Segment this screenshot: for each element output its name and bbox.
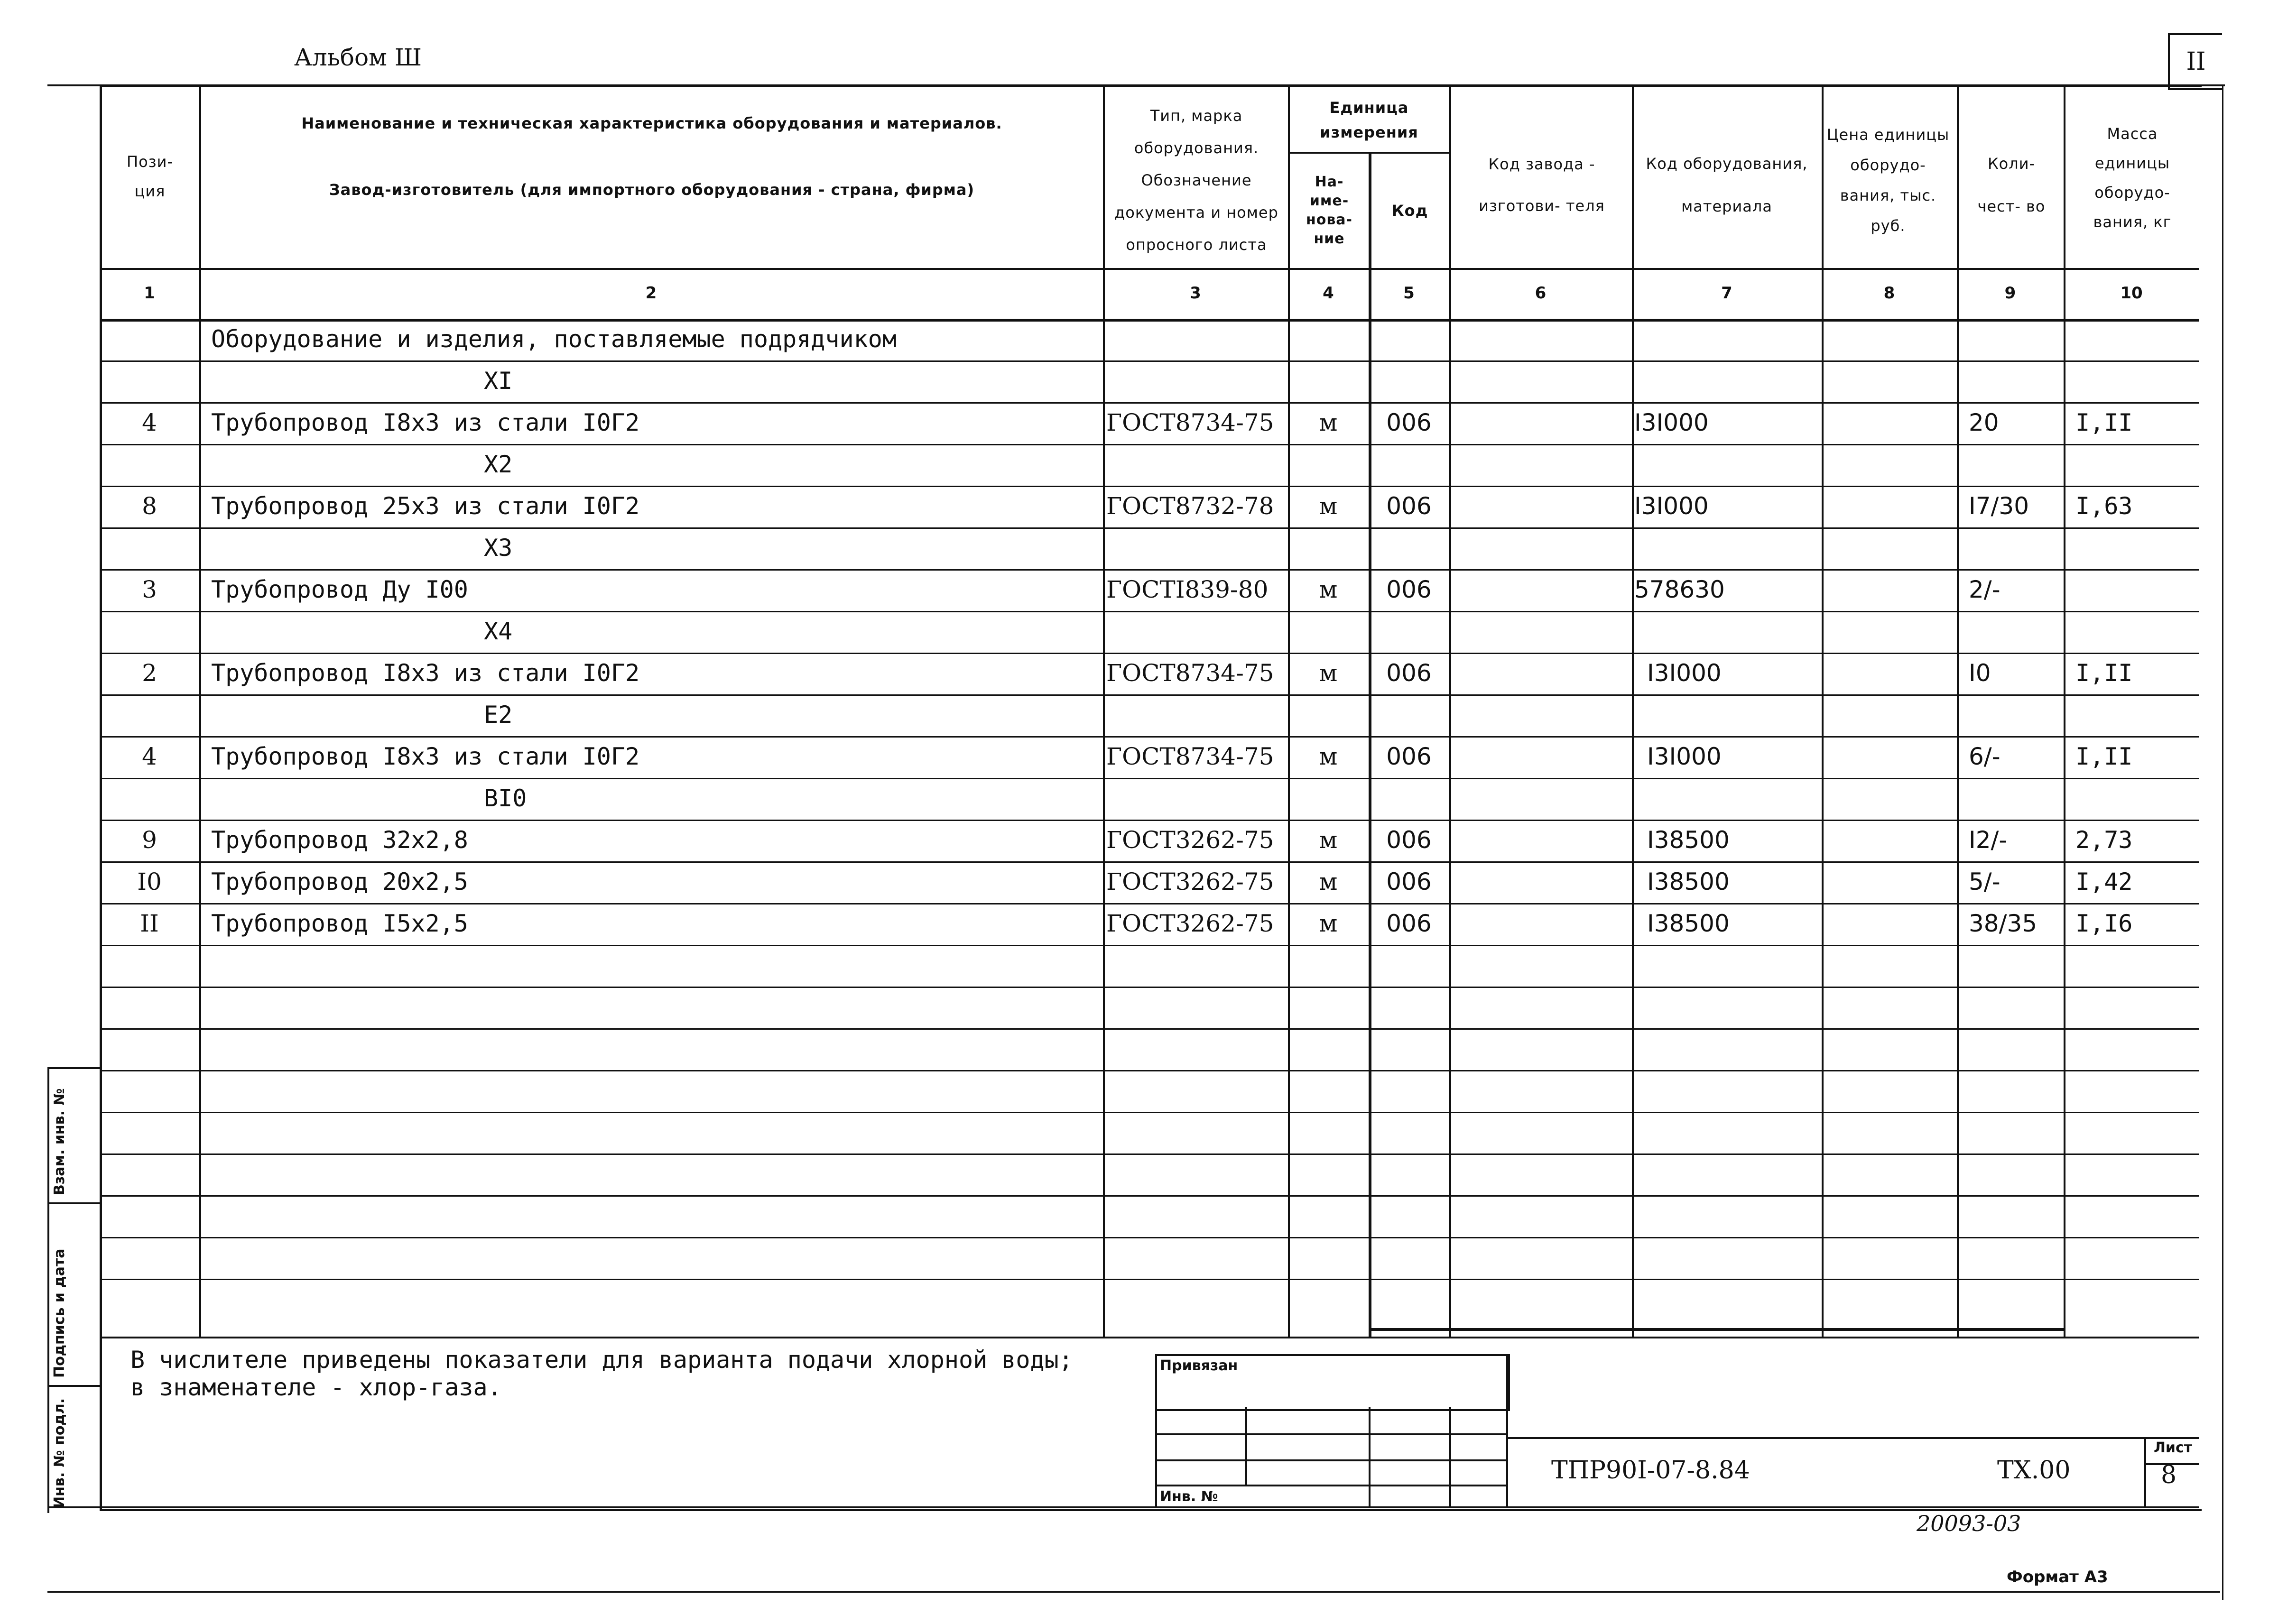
row-divider bbox=[100, 402, 2199, 404]
row-qty: 38/35 bbox=[1969, 910, 2037, 937]
row-unit: м bbox=[1319, 910, 1338, 937]
row-divider bbox=[100, 653, 2199, 654]
stamp-doc-top bbox=[1506, 1437, 2199, 1439]
row-code: 006 bbox=[1386, 743, 1432, 770]
row-mass: I,I6 bbox=[2075, 910, 2133, 937]
row-matcode: I38500 bbox=[1647, 868, 1730, 895]
stamp-vline bbox=[1506, 1354, 1508, 1507]
row-divider bbox=[100, 820, 2199, 821]
row-name: X3 bbox=[484, 534, 513, 562]
row-divider bbox=[100, 569, 2199, 571]
row-qty: 2/- bbox=[1969, 576, 2000, 603]
row-unit: м bbox=[1319, 743, 1338, 770]
side-label-vzam: Взам. инв. № bbox=[51, 1088, 68, 1195]
row-matcode: I3I000 bbox=[1647, 659, 1722, 687]
header-quantity: Коли- чест- во bbox=[1977, 155, 2046, 215]
row-name: Трубопровод 20x2,5 bbox=[211, 868, 468, 895]
side-label-podpis: Подпись и дата bbox=[51, 1248, 68, 1378]
row-name: Трубопровод Ду I00 bbox=[211, 576, 468, 603]
row-doc: ГОСТI839-80 bbox=[1106, 576, 1269, 603]
vline-c9 bbox=[1957, 84, 1959, 1337]
row-unit: м bbox=[1319, 826, 1338, 854]
row-name: Трубопровод I8x3 из стали I0Г2 bbox=[211, 409, 640, 436]
row-matcode: I38500 bbox=[1647, 910, 1730, 937]
header-type-mark: Тип, марка оборудования. Обозначение документа и номер опросного листа bbox=[1114, 107, 1278, 254]
row-qty: 20 bbox=[1969, 409, 1999, 436]
vline-c8 bbox=[1822, 84, 1824, 1337]
row-divider bbox=[100, 1279, 2199, 1280]
row-doc: ГОСТ8734-75 bbox=[1106, 743, 1274, 770]
doc-section: ТХ.00 bbox=[1997, 1456, 2071, 1485]
vline-c7 bbox=[1632, 84, 1634, 1337]
col-number: 2 bbox=[645, 284, 657, 303]
vline-c10 bbox=[2064, 84, 2065, 1337]
row-matcode: I3I000 bbox=[1634, 492, 1709, 520]
bottom-frame-line bbox=[47, 1506, 2199, 1508]
col-number: 3 bbox=[1190, 284, 1201, 303]
bottom-line bbox=[47, 1591, 2220, 1593]
col-number: 10 bbox=[2120, 284, 2143, 303]
stamp-vline bbox=[1449, 1407, 1451, 1507]
row-doc: ГОСТ8732-78 bbox=[1106, 492, 1274, 520]
col-number: 7 bbox=[1721, 284, 1732, 303]
row-pos: 2 bbox=[142, 659, 157, 687]
row-divider bbox=[100, 861, 2199, 863]
album-label: Альбом Ш bbox=[294, 44, 422, 71]
side-strip-line bbox=[47, 1067, 100, 1069]
row-name: XI bbox=[484, 367, 513, 395]
right-border bbox=[2222, 84, 2223, 1600]
row-mass: I,II bbox=[2075, 743, 2133, 770]
header-material-code: Код оборудования, материала bbox=[1646, 155, 1808, 215]
row-code: 006 bbox=[1386, 826, 1432, 854]
row-pos: 8 bbox=[142, 492, 157, 520]
header-price: Цена единицы оборудо- вания, тыс. руб. bbox=[1826, 126, 1950, 235]
header-unit-name: На- име- нова- ние bbox=[1306, 174, 1353, 247]
row-code: 006 bbox=[1386, 576, 1432, 603]
row-unit: м bbox=[1319, 659, 1338, 687]
row-divider bbox=[100, 486, 2199, 487]
stamp-line bbox=[1155, 1433, 1506, 1435]
row-divider bbox=[100, 903, 2199, 904]
row-name: X4 bbox=[484, 618, 513, 645]
row-matcode: I3I000 bbox=[1647, 743, 1722, 770]
row-matcode: I3I000 bbox=[1634, 409, 1709, 436]
row-mass: I,II bbox=[2075, 409, 2133, 436]
row-unit: м bbox=[1319, 409, 1338, 436]
row-qty: I7/30 bbox=[1969, 492, 2029, 520]
row-matcode: 578630 bbox=[1634, 576, 1725, 603]
row-doc: ГОСТ8734-75 bbox=[1106, 409, 1274, 436]
row-name: BI0 bbox=[484, 784, 527, 812]
top-sheet-number: II bbox=[2168, 33, 2222, 90]
row-mass: 2,73 bbox=[2075, 826, 2133, 854]
header-name-line1: Наименование и техническая характеристика оборудования и материалов. bbox=[301, 114, 1002, 132]
hline-numbers-bottom bbox=[100, 319, 2199, 322]
row-name: Оборудование и изделия, поставляемые подрядчиком bbox=[211, 325, 897, 353]
row-doc: ГОСТ3262-75 bbox=[1106, 826, 1274, 854]
sheet-vline bbox=[2144, 1437, 2146, 1506]
sheet-label: Лист bbox=[2154, 1439, 2193, 1456]
stamp-inv-label: Инв. № bbox=[1160, 1488, 1218, 1505]
row-pos: II bbox=[140, 910, 159, 937]
row-mass: I,II bbox=[2075, 659, 2133, 687]
row-pos: I0 bbox=[137, 868, 162, 895]
row-pos: 4 bbox=[142, 743, 157, 770]
col-number: 5 bbox=[1403, 284, 1415, 303]
footnote: В числителе приведены показатели для варианта подачи хлорной воды; в знаменателе - хлор-газа. bbox=[130, 1346, 1073, 1401]
row-divider bbox=[100, 1070, 2199, 1071]
row-divider bbox=[100, 1237, 2199, 1238]
header-position: Пози- ция bbox=[127, 153, 173, 200]
row-divider bbox=[100, 778, 2199, 779]
row-name: Трубопровод I8x3 из стали I0Г2 bbox=[211, 743, 640, 770]
hline-body-bottom bbox=[1369, 1328, 2064, 1331]
row-unit: м bbox=[1319, 492, 1338, 520]
row-qty: I2/- bbox=[1969, 826, 2008, 854]
row-unit: м bbox=[1319, 868, 1338, 895]
stamp-vline bbox=[1369, 1407, 1371, 1507]
header-unit-code: Код bbox=[1391, 202, 1428, 220]
row-name: X2 bbox=[484, 451, 513, 478]
row-divider bbox=[100, 444, 2199, 445]
row-code: 006 bbox=[1386, 492, 1432, 520]
hline-table-bottom bbox=[100, 1337, 2199, 1338]
row-code: 006 bbox=[1386, 659, 1432, 687]
row-divider bbox=[100, 1112, 2199, 1113]
col-number: 6 bbox=[1535, 284, 1547, 303]
row-qty: I0 bbox=[1969, 659, 1991, 687]
row-name: Трубопровод I5x2,5 bbox=[211, 910, 468, 937]
format-label: Формат А3 bbox=[2007, 1568, 2108, 1587]
vline-c6 bbox=[1449, 84, 1451, 1337]
stamp-attached-label: Привязан bbox=[1160, 1357, 1238, 1374]
row-qty: 5/- bbox=[1969, 868, 2000, 895]
row-divider bbox=[100, 611, 2199, 612]
row-divider bbox=[100, 1028, 2199, 1030]
row-name: Трубопровод 32x2,8 bbox=[211, 826, 468, 854]
row-unit: м bbox=[1319, 576, 1338, 603]
row-divider bbox=[100, 527, 2199, 529]
col-number: 8 bbox=[1883, 284, 1895, 303]
hline-unit bbox=[1288, 152, 1449, 154]
stamp-line bbox=[1155, 1485, 1506, 1486]
row-name: Трубопровод I8x3 из стали I0Г2 bbox=[211, 659, 640, 687]
row-mass: I,63 bbox=[2075, 492, 2133, 520]
col-number: 4 bbox=[1323, 284, 1334, 303]
doc-code: ТПР90I-07-8.84 bbox=[1551, 1456, 1750, 1485]
row-matcode: I38500 bbox=[1647, 826, 1730, 854]
bottom-number: 20093-03 bbox=[1917, 1511, 2021, 1536]
header-name-line2: Завод-изготовитель (для импортного оборудования - страна, фирма) bbox=[329, 181, 975, 199]
row-pos: 3 bbox=[142, 576, 157, 603]
hline-header-bottom bbox=[100, 268, 2199, 270]
side-strip-line bbox=[47, 1385, 100, 1387]
row-divider bbox=[100, 1153, 2199, 1155]
row-divider bbox=[100, 736, 2199, 738]
col-number: 1 bbox=[144, 284, 155, 303]
row-qty: 6/- bbox=[1969, 743, 2000, 770]
row-pos: 4 bbox=[142, 409, 157, 436]
row-name: Трубопровод 25x3 из стали I0Г2 bbox=[211, 492, 640, 520]
row-divider bbox=[100, 360, 2199, 362]
row-doc: ГОСТ8734-75 bbox=[1106, 659, 1274, 687]
side-strip-left bbox=[47, 1067, 49, 1513]
row-code: 006 bbox=[1386, 868, 1432, 895]
row-divider bbox=[100, 987, 2199, 988]
row-divider bbox=[100, 1195, 2199, 1197]
vline-c2 bbox=[199, 84, 201, 1337]
row-divider bbox=[100, 694, 2199, 696]
row-divider bbox=[100, 945, 2199, 946]
stamp-vline bbox=[1245, 1407, 1247, 1485]
row-code: 006 bbox=[1386, 409, 1432, 436]
row-pos: 9 bbox=[142, 826, 157, 854]
header-unit: Единица измерения bbox=[1320, 99, 1418, 141]
header-plant-code: Код завода - изготови- теля bbox=[1479, 155, 1605, 215]
sheet-number: 8 bbox=[2161, 1461, 2177, 1489]
side-label-inv-podl: Инв. № подл. bbox=[51, 1398, 68, 1508]
row-doc: ГОСТ3262-75 bbox=[1106, 868, 1274, 895]
side-strip-line bbox=[47, 1202, 100, 1204]
col-number: 9 bbox=[2004, 284, 2016, 303]
row-name: E2 bbox=[484, 701, 513, 729]
stamp-line bbox=[1155, 1459, 1506, 1461]
row-mass: I,42 bbox=[2075, 868, 2133, 895]
row-doc: ГОСТ3262-75 bbox=[1106, 910, 1274, 937]
row-code: 006 bbox=[1386, 910, 1432, 937]
header-mass: Масса единицы оборудо- вания, кг bbox=[2093, 125, 2172, 231]
